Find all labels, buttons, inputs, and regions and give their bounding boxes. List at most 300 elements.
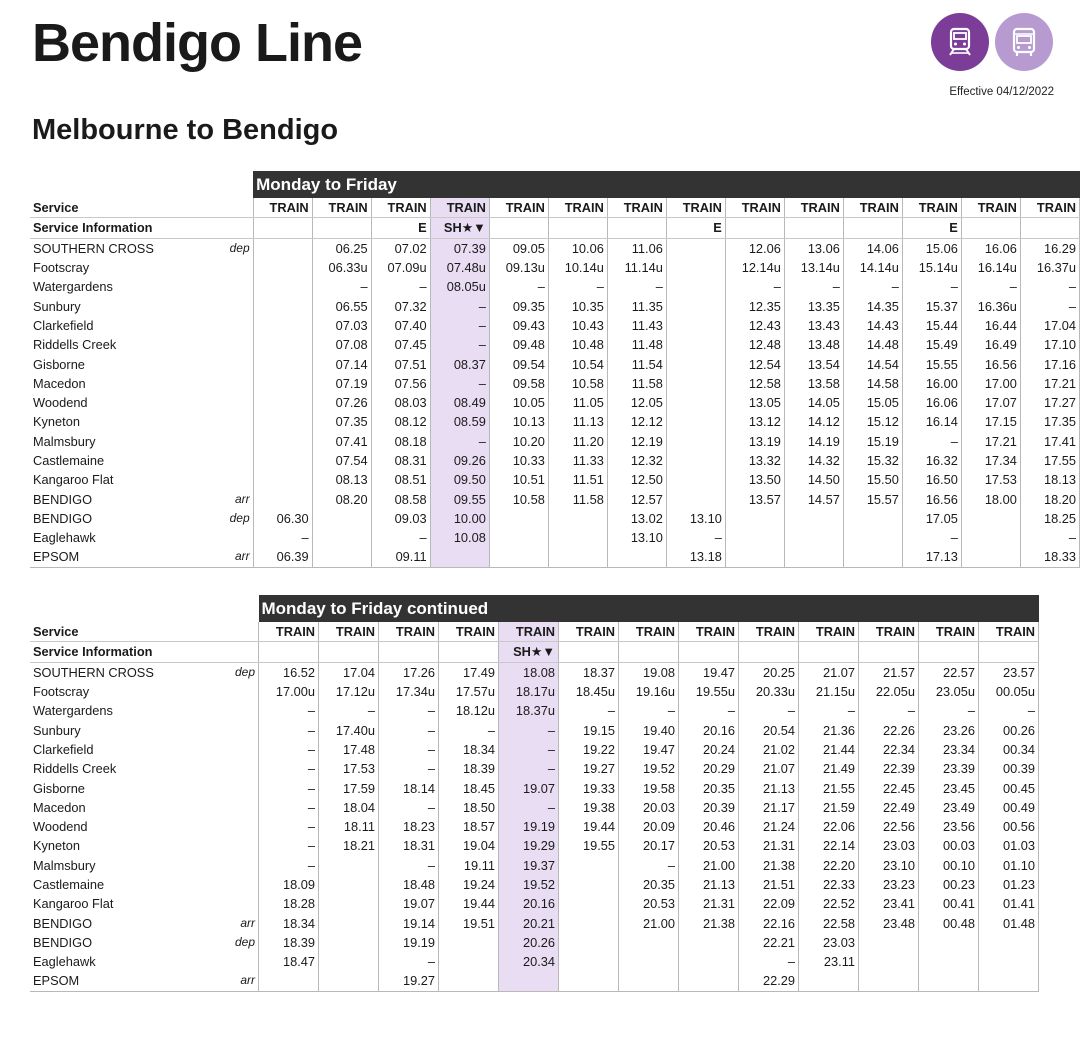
time-cell: 14.48	[843, 335, 902, 354]
time-cell: 07.39	[430, 238, 489, 258]
time-cell: 22.39	[859, 759, 919, 778]
time-cell: 00.10	[919, 856, 979, 875]
time-cell	[666, 393, 725, 412]
stop-arr-dep	[225, 451, 253, 470]
time-cell: 22.58	[799, 913, 859, 932]
time-cell: 16.14	[902, 412, 961, 431]
time-cell: 09.43	[489, 316, 548, 335]
time-cell: 11.35	[607, 296, 666, 315]
service-row	[30, 622, 1039, 642]
time-cell: 23.34	[919, 740, 979, 759]
time-cell: 18.50	[439, 798, 499, 817]
time-cell: –	[379, 720, 439, 739]
time-cell	[843, 547, 902, 567]
time-cell: 12.57	[607, 489, 666, 508]
time-cell: 10.05	[489, 393, 548, 412]
time-cell: 22.45	[859, 778, 919, 797]
stop-arr-dep	[225, 354, 253, 373]
stop-row	[30, 836, 1039, 855]
service-type-cell: TRAIN	[379, 622, 439, 642]
day-band: Monday to Friday	[253, 171, 1079, 198]
stop-name: Sunbury	[33, 722, 81, 738]
service-type-cell: TRAIN	[430, 198, 489, 218]
time-cell: 20.24	[679, 740, 739, 759]
stop-arr-dep: dep	[229, 510, 250, 525]
service-type-cell: TRAIN	[799, 622, 859, 642]
service-info-cell: SH★▼	[430, 218, 489, 238]
page-title: Bendigo Line	[32, 13, 362, 73]
time-cell	[489, 528, 548, 547]
stop-name: Footscray	[33, 260, 90, 276]
service-info-cell	[961, 218, 1020, 238]
time-cell: 22.14	[799, 836, 859, 855]
time-cell: 08.49	[430, 393, 489, 412]
time-cell	[439, 952, 499, 971]
service-label: Service	[30, 622, 230, 642]
time-cell	[548, 509, 607, 528]
time-cell: 12.48	[725, 335, 784, 354]
service-info-cell	[319, 642, 379, 662]
stop-row	[30, 277, 1080, 296]
time-cell: 15.19	[843, 432, 902, 451]
stop-name: Kangaroo Flat	[33, 896, 114, 912]
time-cell: 19.22	[559, 740, 619, 759]
service-type-cell: TRAIN	[319, 622, 379, 642]
time-cell: 21.24	[739, 817, 799, 836]
time-cell: 10.58	[489, 489, 548, 508]
time-cell: 19.08	[619, 662, 679, 682]
time-cell: 13.58	[784, 374, 843, 393]
service-info-label: Service Information	[30, 642, 230, 662]
timetable-weekday	[30, 171, 1080, 568]
time-cell: –	[902, 277, 961, 296]
time-cell: –	[607, 277, 666, 296]
time-cell: –	[430, 432, 489, 451]
service-info-cell	[1020, 218, 1079, 238]
time-cell	[607, 547, 666, 567]
time-cell: 19.19	[499, 817, 559, 836]
time-cell: 22.26	[859, 720, 919, 739]
time-cell: 19.19	[379, 933, 439, 952]
time-cell: 18.37u	[499, 701, 559, 720]
band-spacer	[30, 595, 259, 622]
time-cell: 18.33	[1020, 547, 1079, 567]
suffix-cell	[225, 218, 253, 238]
time-cell: 14.06	[843, 238, 902, 258]
time-cell	[619, 971, 679, 991]
time-cell: 07.54	[312, 451, 371, 470]
time-cell: 18.45u	[559, 682, 619, 701]
service-info-cell	[799, 642, 859, 662]
time-cell	[319, 971, 379, 991]
time-cell	[666, 374, 725, 393]
time-cell: 23.57	[979, 662, 1039, 682]
time-cell: –	[666, 528, 725, 547]
stop-arr-dep	[225, 432, 253, 451]
time-cell: 16.06	[902, 393, 961, 412]
stop-arr-dep	[230, 778, 259, 797]
time-cell: 19.55	[559, 836, 619, 855]
stop-arr-dep: arr	[230, 971, 259, 991]
time-cell: 07.26	[312, 393, 371, 412]
time-cell: 17.57u	[439, 682, 499, 701]
service-type-cell: TRAIN	[666, 198, 725, 218]
service-info-cell	[725, 218, 784, 238]
time-cell: 16.56	[961, 354, 1020, 373]
stop-name: SOUTHERN CROSS	[33, 240, 154, 256]
time-cell: 21.57	[859, 662, 919, 682]
time-cell: 17.16	[1020, 354, 1079, 373]
time-cell: 13.02	[607, 509, 666, 528]
time-cell: 19.07	[379, 894, 439, 913]
stop-name: Woodend	[33, 819, 88, 835]
time-cell: 19.55u	[679, 682, 739, 701]
stop-row	[30, 682, 1039, 701]
time-cell	[859, 971, 919, 991]
time-cell: –	[499, 798, 559, 817]
bus-icon-graphic	[1006, 24, 1042, 60]
service-info-cell	[253, 218, 312, 238]
time-cell: –	[548, 277, 607, 296]
time-cell: 23.56	[919, 817, 979, 836]
time-cell: 23.45	[919, 778, 979, 797]
time-cell: –	[1020, 296, 1079, 315]
time-cell: 23.41	[859, 894, 919, 913]
service-type-cell: TRAIN	[439, 622, 499, 642]
stop-arr-dep: arr	[225, 547, 253, 567]
time-cell: 23.03	[859, 836, 919, 855]
time-cell: –	[319, 701, 379, 720]
time-cell	[919, 933, 979, 952]
time-cell	[439, 933, 499, 952]
time-cell	[961, 547, 1020, 567]
time-cell: 18.00	[961, 489, 1020, 508]
time-cell: 09.50	[430, 470, 489, 489]
time-cell	[559, 875, 619, 894]
time-cell	[253, 470, 312, 489]
time-cell: 07.02	[371, 238, 430, 258]
service-info-cell: E	[666, 218, 725, 238]
time-cell: 23.23	[859, 875, 919, 894]
time-cell: 20.29	[679, 759, 739, 778]
time-cell: 22.49	[859, 798, 919, 817]
stop-name: BENDIGO	[33, 915, 93, 931]
time-cell: 13.12	[725, 412, 784, 431]
time-cell: –	[379, 952, 439, 971]
time-cell: 16.32	[902, 451, 961, 470]
time-cell	[499, 971, 559, 991]
time-cell: 21.15u	[799, 682, 859, 701]
time-cell: 18.48	[379, 875, 439, 894]
service-type-cell: TRAIN	[725, 198, 784, 218]
time-cell: 12.06	[725, 238, 784, 258]
time-cell: 11.14u	[607, 258, 666, 277]
time-cell: 10.43	[548, 316, 607, 335]
time-cell	[666, 335, 725, 354]
time-cell: 08.12	[371, 412, 430, 431]
time-cell: –	[259, 817, 319, 836]
service-info-label: Service Information	[30, 218, 225, 238]
time-cell: 16.44	[961, 316, 1020, 335]
time-cell: –	[259, 778, 319, 797]
time-cell: 06.30	[253, 509, 312, 528]
time-cell: 16.06	[961, 238, 1020, 258]
stop-row	[30, 547, 1080, 567]
stop-name: BENDIGO	[33, 491, 93, 507]
time-cell: 21.13	[679, 875, 739, 894]
time-cell: 23.03	[799, 933, 859, 952]
time-cell	[548, 528, 607, 547]
time-cell: 06.25	[312, 238, 371, 258]
stop-row	[30, 432, 1080, 451]
time-cell: 17.34	[961, 451, 1020, 470]
time-cell	[784, 547, 843, 567]
time-cell	[253, 238, 312, 258]
service-type-cell: TRAIN	[607, 198, 666, 218]
time-cell: –	[499, 759, 559, 778]
time-cell: –	[379, 740, 439, 759]
time-cell: 10.20	[489, 432, 548, 451]
time-cell: 07.56	[371, 374, 430, 393]
time-cell: 19.16u	[619, 682, 679, 701]
time-cell: 21.44	[799, 740, 859, 759]
time-cell: 17.34u	[379, 682, 439, 701]
time-cell: 17.00u	[259, 682, 319, 701]
time-cell	[253, 393, 312, 412]
time-cell: –	[259, 720, 319, 739]
time-cell: 21.49	[799, 759, 859, 778]
time-cell	[843, 528, 902, 547]
time-cell: –	[784, 277, 843, 296]
time-cell: 10.54	[548, 354, 607, 373]
time-cell: 13.43	[784, 316, 843, 335]
service-type-cell: TRAIN	[859, 622, 919, 642]
service-info-cell	[489, 218, 548, 238]
stop-name: BENDIGO	[33, 934, 93, 950]
time-cell: 07.45	[371, 335, 430, 354]
time-cell: –	[439, 720, 499, 739]
time-cell: 07.03	[312, 316, 371, 335]
stop-name: BENDIGO	[33, 510, 93, 526]
service-info-cell	[859, 642, 919, 662]
time-cell	[725, 509, 784, 528]
service-type-cell: TRAIN	[784, 198, 843, 218]
time-cell: 20.39	[679, 798, 739, 817]
service-info-cell	[739, 642, 799, 662]
time-cell: 11.06	[607, 238, 666, 258]
service-info-cell	[379, 642, 439, 662]
service-info-cell	[919, 642, 979, 662]
service-type-cell: TRAIN	[739, 622, 799, 642]
time-cell: 15.32	[843, 451, 902, 470]
stop-row	[30, 971, 1039, 991]
service-type-cell: TRAIN	[961, 198, 1020, 218]
time-cell: 19.11	[439, 856, 499, 875]
stop-row	[30, 335, 1080, 354]
time-cell: 11.43	[607, 316, 666, 335]
time-cell	[319, 894, 379, 913]
time-cell: 18.08	[499, 662, 559, 682]
stop-arr-dep	[230, 836, 259, 855]
stop-arr-dep: arr	[234, 491, 250, 506]
time-cell: 19.52	[619, 759, 679, 778]
time-cell: 20.35	[679, 778, 739, 797]
stop-arr-dep	[230, 701, 259, 720]
time-cell: 09.35	[489, 296, 548, 315]
time-cell: 21.07	[739, 759, 799, 778]
time-cell: 21.59	[799, 798, 859, 817]
service-info-cell: E	[371, 218, 430, 238]
time-cell: 23.49	[919, 798, 979, 817]
time-cell: 19.44	[439, 894, 499, 913]
time-cell: 13.10	[666, 509, 725, 528]
time-cell: 15.57	[843, 489, 902, 508]
time-cell: 15.05	[843, 393, 902, 412]
time-cell: 07.40	[371, 316, 430, 335]
time-cell: 14.14u	[843, 258, 902, 277]
time-cell: 19.24	[439, 875, 499, 894]
time-cell: –	[799, 701, 859, 720]
time-cell: 06.55	[312, 296, 371, 315]
time-cell: 10.00	[430, 509, 489, 528]
time-cell: –	[430, 296, 489, 315]
time-cell: 23.39	[919, 759, 979, 778]
service-type-cell: TRAIN	[312, 198, 371, 218]
time-cell	[666, 412, 725, 431]
time-cell: 19.40	[619, 720, 679, 739]
time-cell: 15.06	[902, 238, 961, 258]
service-row	[30, 198, 1080, 218]
time-cell	[666, 451, 725, 470]
time-cell: 21.51	[739, 875, 799, 894]
time-cell	[859, 933, 919, 952]
day-band-row	[30, 595, 1039, 622]
time-cell: 18.21	[319, 836, 379, 855]
time-cell	[312, 509, 371, 528]
time-cell: 17.13	[902, 547, 961, 567]
time-cell: 18.09	[259, 875, 319, 894]
stop-row	[30, 913, 1039, 932]
service-info-cell	[607, 218, 666, 238]
day-band-row	[30, 171, 1080, 198]
time-cell: 01.10	[979, 856, 1039, 875]
stop-row	[30, 374, 1080, 393]
stop-arr-dep	[230, 817, 259, 836]
time-cell	[253, 316, 312, 335]
service-info-cell: SH★▼	[499, 642, 559, 662]
time-cell: 12.35	[725, 296, 784, 315]
time-cell	[253, 451, 312, 470]
time-cell: 13.32	[725, 451, 784, 470]
stop-row	[30, 759, 1039, 778]
time-cell: 20.54	[739, 720, 799, 739]
service-info-cell	[312, 218, 371, 238]
service-type-cell: TRAIN	[902, 198, 961, 218]
time-cell	[253, 296, 312, 315]
time-cell: 14.58	[843, 374, 902, 393]
time-cell: 20.25	[739, 662, 799, 682]
time-cell: 16.56	[902, 489, 961, 508]
time-cell: 17.00	[961, 374, 1020, 393]
effective-date: Effective 04/12/2022	[949, 86, 1054, 98]
time-cell: –	[379, 759, 439, 778]
time-cell: 13.10	[607, 528, 666, 547]
time-cell: –	[499, 720, 559, 739]
time-cell: 20.26	[499, 933, 559, 952]
time-cell: –	[371, 277, 430, 296]
stop-arr-dep	[230, 894, 259, 913]
time-cell	[666, 489, 725, 508]
time-cell	[979, 971, 1039, 991]
time-cell: 12.50	[607, 470, 666, 489]
time-cell: 21.17	[739, 798, 799, 817]
service-type-cell: TRAIN	[259, 622, 319, 642]
time-cell	[548, 547, 607, 567]
time-cell: 16.50	[902, 470, 961, 489]
time-cell: 11.48	[607, 335, 666, 354]
time-cell: 08.18	[371, 432, 430, 451]
time-cell: 22.20	[799, 856, 859, 875]
time-cell: 22.57	[919, 662, 979, 682]
time-cell: 15.14u	[902, 258, 961, 277]
time-cell	[253, 374, 312, 393]
time-cell: 15.12	[843, 412, 902, 431]
service-type-cell: TRAIN	[679, 622, 739, 642]
time-cell: 15.55	[902, 354, 961, 373]
time-cell: 07.41	[312, 432, 371, 451]
time-cell: 00.26	[979, 720, 1039, 739]
time-cell: –	[430, 335, 489, 354]
time-cell: 18.13	[1020, 470, 1079, 489]
stop-name: Clarkefield	[33, 317, 94, 333]
time-cell: 18.39	[259, 933, 319, 952]
time-cell: 13.54	[784, 354, 843, 373]
time-cell	[439, 971, 499, 991]
time-cell: 18.47	[259, 952, 319, 971]
time-cell: 13.19	[725, 432, 784, 451]
service-type-cell: TRAIN	[919, 622, 979, 642]
time-cell: 22.52	[799, 894, 859, 913]
time-cell: 16.52	[259, 662, 319, 682]
service-type-cell: TRAIN	[1020, 198, 1079, 218]
time-cell: 17.49	[439, 662, 499, 682]
time-cell: 11.54	[607, 354, 666, 373]
time-cell: 19.58	[619, 778, 679, 797]
time-cell	[253, 432, 312, 451]
stop-name: Riddells Creek	[33, 337, 117, 353]
time-cell: 18.31	[379, 836, 439, 855]
time-cell: 17.12u	[319, 682, 379, 701]
time-cell: 20.17	[619, 836, 679, 855]
stop-row	[30, 489, 1080, 508]
time-cell: 11.33	[548, 451, 607, 470]
time-cell: 09.54	[489, 354, 548, 373]
time-cell: 17.40u	[319, 720, 379, 739]
time-cell	[679, 971, 739, 991]
time-cell	[679, 933, 739, 952]
time-cell: 15.49	[902, 335, 961, 354]
time-cell: 23.26	[919, 720, 979, 739]
time-cell	[253, 258, 312, 277]
service-info-cell: E	[902, 218, 961, 238]
stop-arr-dep: arr	[240, 915, 255, 930]
stop-row	[30, 412, 1080, 431]
time-cell: 17.48	[319, 740, 379, 759]
time-cell: 23.10	[859, 856, 919, 875]
time-cell	[319, 913, 379, 932]
stop-row	[30, 875, 1039, 894]
stop-name: EPSOM	[30, 971, 230, 991]
